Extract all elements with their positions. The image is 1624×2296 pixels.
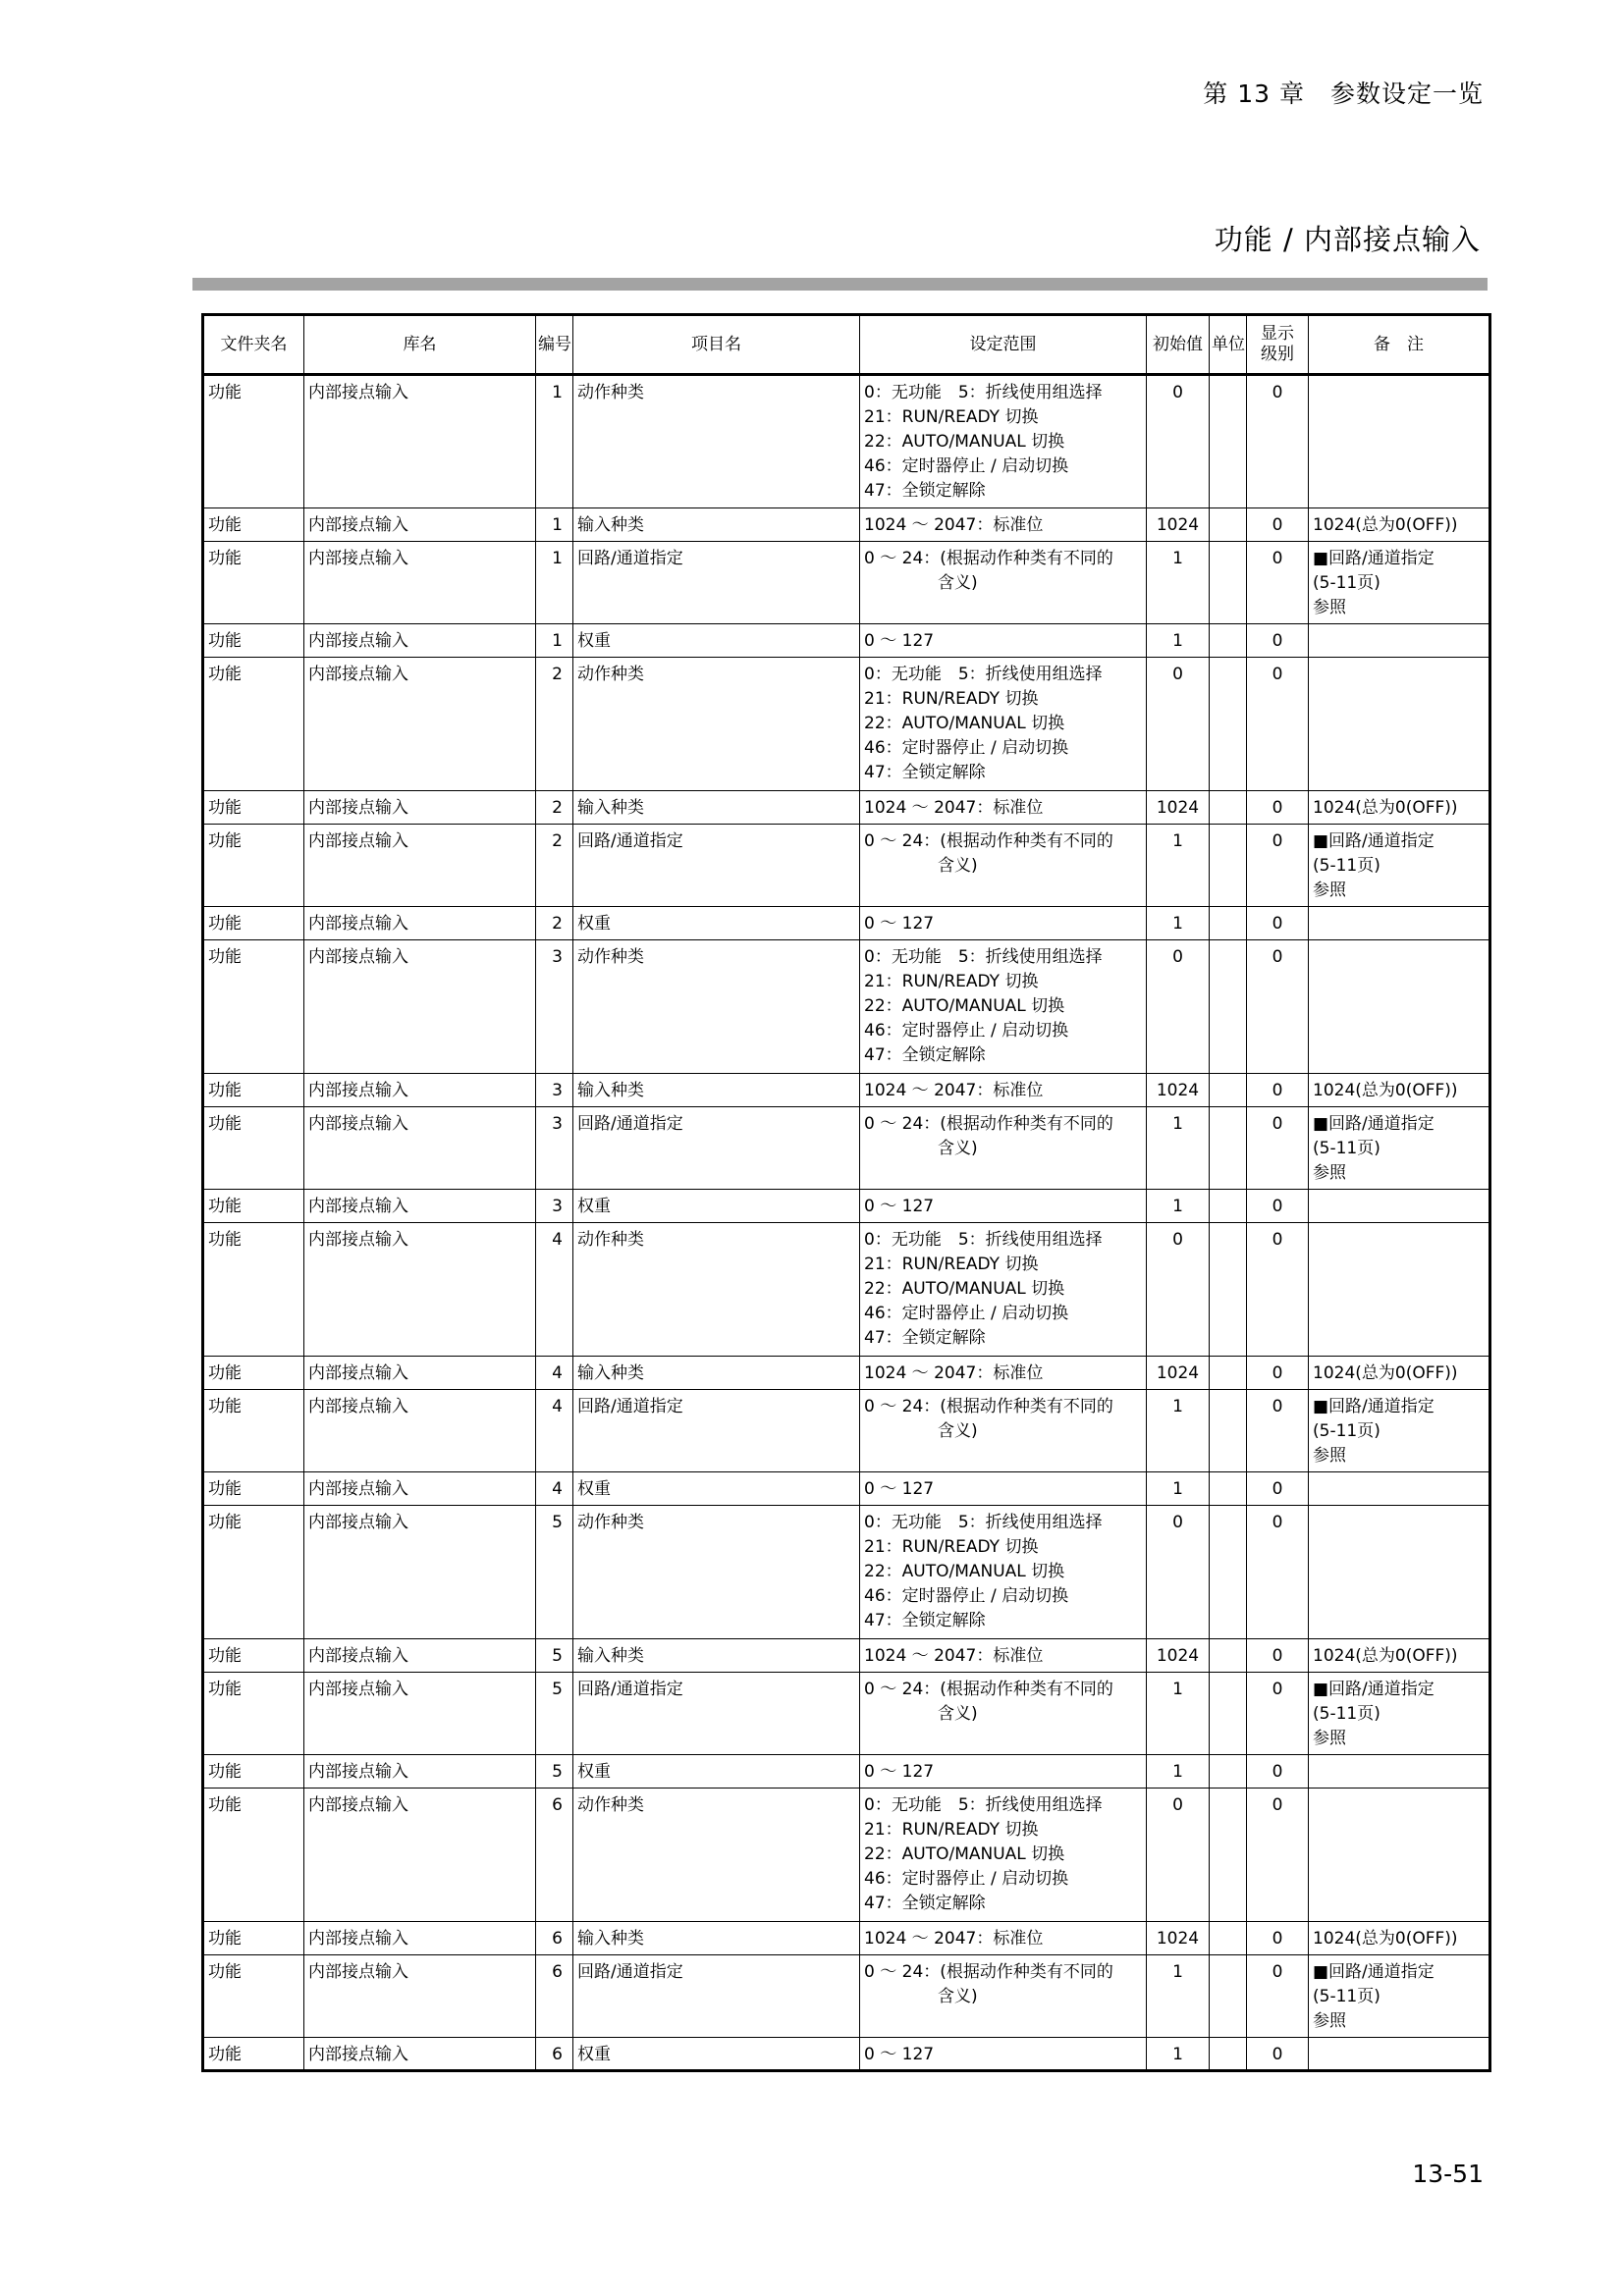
cell-folder: 功能 [203, 508, 304, 542]
cell-folder: 功能 [203, 1506, 304, 1639]
table-row [203, 1673, 1490, 1755]
table-row [203, 940, 1490, 1074]
table-row [203, 658, 1490, 791]
cell-range: 0 ～ 127 [860, 1472, 1147, 1506]
table-row [203, 1190, 1490, 1223]
col-header-range: 设定范围 [860, 315, 1147, 375]
cell-initial: 1 [1147, 2038, 1210, 2071]
cell-level: 0 [1247, 940, 1309, 1074]
cell-level: 0 [1247, 658, 1309, 791]
cell-number: 3 [536, 940, 573, 1074]
cell-level: 0 [1247, 508, 1309, 542]
cell-range: 1024 ～ 2047：标准位 [860, 1357, 1147, 1390]
cell-number: 3 [536, 1107, 573, 1190]
cell-range: 0 ～ 127 [860, 624, 1147, 658]
cell-initial: 1024 [1147, 1357, 1210, 1390]
cell-level: 0 [1247, 1190, 1309, 1223]
cell-range: 0：无功能 5：折线使用组选择 21：RUN/READY 切换 22：AUTO/MANUAL 切换 46：定时器停止 / 启动切换 47：全锁定解除 [860, 658, 1147, 791]
table-row [203, 1789, 1490, 1922]
cell-folder: 功能 [203, 1955, 304, 2038]
cell-note [1309, 1190, 1490, 1223]
cell-number: 5 [536, 1506, 573, 1639]
cell-number: 5 [536, 1639, 573, 1673]
cell-library: 内部接点输入 [304, 1357, 536, 1390]
cell-number: 1 [536, 542, 573, 624]
cell-library: 内部接点输入 [304, 1506, 536, 1639]
cell-unit [1210, 791, 1247, 825]
range-line: 0 ～ 24：(根据动作种类有不同的 [864, 1962, 1113, 1982]
cell-note [1309, 2038, 1490, 2071]
cell-number: 1 [536, 375, 573, 508]
cell-number: 6 [536, 1955, 573, 2038]
range-line: 含义) [938, 856, 978, 876]
cell-unit [1210, 940, 1247, 1074]
cell-level: 0 [1247, 1223, 1309, 1357]
cell-range: 1024 ～ 2047：标准位 [860, 1074, 1147, 1107]
cell-initial: 1 [1147, 542, 1210, 624]
table-row [203, 1074, 1490, 1107]
cell-note [1309, 375, 1490, 508]
cell-level: 0 [1247, 1955, 1309, 2038]
cell-initial: 0 [1147, 658, 1210, 791]
cell-unit [1210, 1357, 1247, 1390]
col-header-folder: 文件夹名 [203, 315, 304, 375]
cell-item: 动作种类 [573, 658, 860, 791]
cell-library: 内部接点输入 [304, 1639, 536, 1673]
cell-library: 内部接点输入 [304, 1673, 536, 1755]
cell-range: 0：无功能 5：折线使用组选择 21：RUN/READY 切换 22：AUTO/MANUAL 切换 46：定时器停止 / 启动切换 47：全锁定解除 [860, 375, 1147, 508]
cell-range: 0：无功能 5：折线使用组选择 21：RUN/READY 切换 22：AUTO/MANUAL 切换 46：定时器停止 / 启动切换 47：全锁定解除 [860, 1789, 1147, 1922]
cell-library: 内部接点输入 [304, 1190, 536, 1223]
cell-level: 0 [1247, 1390, 1309, 1472]
cell-level: 0 [1247, 375, 1309, 508]
table-row [203, 508, 1490, 542]
cell-initial: 1 [1147, 907, 1210, 940]
cell-note [1309, 1506, 1490, 1639]
cell-range [860, 542, 1147, 624]
table-row [203, 1223, 1490, 1357]
cell-number: 3 [536, 1190, 573, 1223]
table-row [203, 825, 1490, 907]
cell-initial: 0 [1147, 1223, 1210, 1357]
cell-item: 回路/通道指定 [573, 1390, 860, 1472]
page-number: 13-51 [1412, 2160, 1484, 2188]
cell-unit [1210, 1922, 1247, 1955]
cell-unit [1210, 542, 1247, 624]
cell-range: 0 ～ 127 [860, 907, 1147, 940]
range-line: 0 ～ 24：(根据动作种类有不同的 [864, 1397, 1113, 1416]
cell-level: 0 [1247, 1107, 1309, 1190]
cell-library: 内部接点输入 [304, 624, 536, 658]
cell-note [1309, 940, 1490, 1074]
cell-number: 1 [536, 624, 573, 658]
cell-unit [1210, 1190, 1247, 1223]
cell-number: 5 [536, 1673, 573, 1755]
cell-library: 内部接点输入 [304, 907, 536, 940]
cell-number: 1 [536, 508, 573, 542]
cell-folder: 功能 [203, 825, 304, 907]
cell-item: 回路/通道指定 [573, 542, 860, 624]
cell-level: 0 [1247, 1357, 1309, 1390]
cell-library: 内部接点输入 [304, 1472, 536, 1506]
cell-item: 回路/通道指定 [573, 1955, 860, 2038]
cell-library: 内部接点输入 [304, 658, 536, 791]
cell-note [1309, 1755, 1490, 1789]
cell-note [1309, 1472, 1490, 1506]
cell-note: ■回路/通道指定 (5-11页) 参照 [1309, 825, 1490, 907]
cell-unit [1210, 1673, 1247, 1755]
cell-level: 0 [1247, 1639, 1309, 1673]
cell-folder: 功能 [203, 791, 304, 825]
cell-initial: 1024 [1147, 1074, 1210, 1107]
table-row [203, 907, 1490, 940]
cell-range [860, 1107, 1147, 1190]
cell-folder: 功能 [203, 1922, 304, 1955]
col-header-number: 编号 [536, 315, 573, 375]
cell-note: ■回路/通道指定 (5-11页) 参照 [1309, 1107, 1490, 1190]
cell-unit [1210, 1223, 1247, 1357]
cell-initial: 1024 [1147, 508, 1210, 542]
cell-range: 1024 ～ 2047：标准位 [860, 1639, 1147, 1673]
cell-range: 0：无功能 5：折线使用组选择 21：RUN/READY 切换 22：AUTO/MANUAL 切换 46：定时器停止 / 启动切换 47：全锁定解除 [860, 940, 1147, 1074]
cell-unit [1210, 508, 1247, 542]
cell-note: ■回路/通道指定 (5-11页) 参照 [1309, 542, 1490, 624]
cell-item: 动作种类 [573, 1223, 860, 1357]
cell-item: 动作种类 [573, 1506, 860, 1639]
cell-folder: 功能 [203, 1673, 304, 1755]
cell-number: 3 [536, 1074, 573, 1107]
cell-item: 权重 [573, 1190, 860, 1223]
cell-initial: 1 [1147, 1472, 1210, 1506]
table-row [203, 1922, 1490, 1955]
cell-item: 回路/通道指定 [573, 825, 860, 907]
cell-unit [1210, 2038, 1247, 2071]
range-line: 0 ～ 24：(根据动作种类有不同的 [864, 831, 1113, 851]
cell-note: 1024(总为0(OFF)) [1309, 1357, 1490, 1390]
cell-library: 内部接点输入 [304, 1955, 536, 2038]
cell-initial: 1 [1147, 1955, 1210, 2038]
cell-note: 1024(总为0(OFF)) [1309, 508, 1490, 542]
table-row [203, 1107, 1490, 1190]
cell-unit [1210, 1789, 1247, 1922]
range-line: 含义) [938, 1139, 978, 1158]
cell-library: 内部接点输入 [304, 2038, 536, 2071]
cell-level: 0 [1247, 624, 1309, 658]
cell-level: 0 [1247, 1472, 1309, 1506]
cell-initial: 1024 [1147, 1922, 1210, 1955]
cell-folder: 功能 [203, 1107, 304, 1190]
cell-item: 权重 [573, 1755, 860, 1789]
table-row [203, 1955, 1490, 2038]
cell-unit [1210, 1506, 1247, 1639]
cell-initial: 0 [1147, 375, 1210, 508]
cell-range: 1024 ～ 2047：标准位 [860, 791, 1147, 825]
cell-folder: 功能 [203, 907, 304, 940]
cell-initial: 0 [1147, 1789, 1210, 1922]
cell-note [1309, 907, 1490, 940]
cell-library: 内部接点输入 [304, 1755, 536, 1789]
cell-number: 2 [536, 658, 573, 791]
table-row [203, 791, 1490, 825]
section-title: 功能 / 内部接点输入 [1214, 223, 1481, 256]
table-row [203, 542, 1490, 624]
cell-level: 0 [1247, 1506, 1309, 1639]
cell-unit [1210, 624, 1247, 658]
cell-note [1309, 624, 1490, 658]
cell-level: 0 [1247, 825, 1309, 907]
cell-number: 4 [536, 1357, 573, 1390]
cell-number: 2 [536, 907, 573, 940]
cell-initial: 1 [1147, 1673, 1210, 1755]
cell-note: 1024(总为0(OFF)) [1309, 1922, 1490, 1955]
cell-level: 0 [1247, 1755, 1309, 1789]
cell-level: 0 [1247, 791, 1309, 825]
cell-initial: 0 [1147, 940, 1210, 1074]
cell-level: 0 [1247, 542, 1309, 624]
cell-level: 0 [1247, 1074, 1309, 1107]
range-line: 含义) [938, 1704, 978, 1724]
cell-library: 内部接点输入 [304, 542, 536, 624]
table-row [203, 1472, 1490, 1506]
cell-initial: 1 [1147, 1107, 1210, 1190]
table-row [203, 1506, 1490, 1639]
cell-library: 内部接点输入 [304, 508, 536, 542]
cell-initial: 1 [1147, 825, 1210, 907]
range-line: 0 ～ 24：(根据动作种类有不同的 [864, 1680, 1113, 1699]
cell-number: 2 [536, 825, 573, 907]
cell-folder: 功能 [203, 1789, 304, 1922]
cell-folder: 功能 [203, 1472, 304, 1506]
table-row [203, 624, 1490, 658]
table-row [203, 1357, 1490, 1390]
cell-range: 1024 ～ 2047：标准位 [860, 1922, 1147, 1955]
section-divider [192, 278, 1488, 291]
cell-item: 回路/通道指定 [573, 1107, 860, 1190]
cell-range [860, 1955, 1147, 2038]
cell-unit [1210, 658, 1247, 791]
cell-level: 0 [1247, 2038, 1309, 2071]
cell-number: 5 [536, 1755, 573, 1789]
cell-level: 0 [1247, 1673, 1309, 1755]
cell-item: 输入种类 [573, 1074, 860, 1107]
cell-note: 1024(总为0(OFF)) [1309, 791, 1490, 825]
table-header-row [203, 315, 1490, 375]
cell-initial: 1 [1147, 1755, 1210, 1789]
cell-initial: 1 [1147, 624, 1210, 658]
cell-folder: 功能 [203, 1074, 304, 1107]
cell-library: 内部接点输入 [304, 1107, 536, 1190]
cell-library: 内部接点输入 [304, 791, 536, 825]
col-header-library: 库名 [304, 315, 536, 375]
cell-item: 输入种类 [573, 791, 860, 825]
cell-note: ■回路/通道指定 (5-11页) 参照 [1309, 1390, 1490, 1472]
table-row [203, 375, 1490, 508]
cell-note: ■回路/通道指定 (5-11页) 参照 [1309, 1673, 1490, 1755]
cell-range: 0：无功能 5：折线使用组选择 21：RUN/READY 切换 22：AUTO/MANUAL 切换 46：定时器停止 / 启动切换 47：全锁定解除 [860, 1506, 1147, 1639]
cell-unit [1210, 907, 1247, 940]
cell-item: 权重 [573, 1472, 860, 1506]
cell-item: 输入种类 [573, 508, 860, 542]
cell-number: 2 [536, 791, 573, 825]
table-row [203, 2038, 1490, 2071]
cell-number: 6 [536, 1789, 573, 1922]
cell-number: 4 [536, 1472, 573, 1506]
cell-initial: 0 [1147, 1506, 1210, 1639]
cell-item: 权重 [573, 907, 860, 940]
col-header-unit: 单位 [1210, 315, 1247, 375]
cell-folder: 功能 [203, 375, 304, 508]
cell-library: 内部接点输入 [304, 1390, 536, 1472]
cell-initial: 1024 [1147, 791, 1210, 825]
table-row [203, 1755, 1490, 1789]
cell-folder: 功能 [203, 940, 304, 1074]
cell-number: 4 [536, 1390, 573, 1472]
cell-unit [1210, 1755, 1247, 1789]
cell-initial: 1024 [1147, 1639, 1210, 1673]
cell-initial: 1 [1147, 1190, 1210, 1223]
cell-item: 权重 [573, 2038, 860, 2071]
cell-library: 内部接点输入 [304, 1922, 536, 1955]
chapter-title: 第 13 章 参数设定一览 [1203, 80, 1484, 108]
cell-folder: 功能 [203, 2038, 304, 2071]
cell-item: 动作种类 [573, 1789, 860, 1922]
cell-item: 动作种类 [573, 375, 860, 508]
cell-note: 1024(总为0(OFF)) [1309, 1074, 1490, 1107]
cell-folder: 功能 [203, 624, 304, 658]
cell-folder: 功能 [203, 1223, 304, 1357]
cell-item: 回路/通道指定 [573, 1673, 860, 1755]
cell-range: 1024 ～ 2047：标准位 [860, 508, 1147, 542]
cell-note: ■回路/通道指定 (5-11页) 参照 [1309, 1955, 1490, 2038]
cell-note [1309, 1789, 1490, 1922]
cell-unit [1210, 1472, 1247, 1506]
col-header-item: 项目名 [573, 315, 860, 375]
cell-library: 内部接点输入 [304, 940, 536, 1074]
cell-item: 输入种类 [573, 1922, 860, 1955]
cell-folder: 功能 [203, 1357, 304, 1390]
range-line: 0 ～ 24：(根据动作种类有不同的 [864, 549, 1113, 568]
parameter-table [201, 313, 1491, 2072]
range-line: 含义) [938, 1421, 978, 1441]
cell-library: 内部接点输入 [304, 1074, 536, 1107]
cell-library: 内部接点输入 [304, 375, 536, 508]
cell-unit [1210, 1390, 1247, 1472]
cell-unit [1210, 1074, 1247, 1107]
cell-item: 输入种类 [573, 1357, 860, 1390]
cell-range: 0：无功能 5：折线使用组选择 21：RUN/READY 切换 22：AUTO/MANUAL 切换 46：定时器停止 / 启动切换 47：全锁定解除 [860, 1223, 1147, 1357]
cell-folder: 功能 [203, 1639, 304, 1673]
cell-library: 内部接点输入 [304, 1789, 536, 1922]
cell-note [1309, 658, 1490, 791]
cell-library: 内部接点输入 [304, 825, 536, 907]
cell-number: 6 [536, 2038, 573, 2071]
cell-folder: 功能 [203, 1390, 304, 1472]
cell-range [860, 1390, 1147, 1472]
cell-note [1309, 1223, 1490, 1357]
cell-level: 0 [1247, 1789, 1309, 1922]
cell-item: 权重 [573, 624, 860, 658]
cell-folder: 功能 [203, 1755, 304, 1789]
cell-range: 0 ～ 127 [860, 1190, 1147, 1223]
cell-unit [1210, 1639, 1247, 1673]
range-line: 0 ～ 24：(根据动作种类有不同的 [864, 1114, 1113, 1134]
table-row [203, 1390, 1490, 1472]
cell-folder: 功能 [203, 658, 304, 791]
cell-number: 4 [536, 1223, 573, 1357]
cell-range: 0 ～ 127 [860, 1755, 1147, 1789]
cell-unit [1210, 375, 1247, 508]
cell-number: 6 [536, 1922, 573, 1955]
col-header-note: 备 注 [1309, 315, 1490, 375]
cell-item: 动作种类 [573, 940, 860, 1074]
cell-folder: 功能 [203, 542, 304, 624]
cell-initial: 1 [1147, 1390, 1210, 1472]
cell-unit [1210, 1107, 1247, 1190]
col-header-level: 显示 级别 [1247, 315, 1309, 375]
cell-range: 0 ～ 127 [860, 2038, 1147, 2071]
table-row [203, 1639, 1490, 1673]
range-line: 含义) [938, 573, 978, 593]
cell-range [860, 825, 1147, 907]
col-header-initial: 初始值 [1147, 315, 1210, 375]
cell-library: 内部接点输入 [304, 1223, 536, 1357]
cell-unit [1210, 1955, 1247, 2038]
cell-note: 1024(总为0(OFF)) [1309, 1639, 1490, 1673]
cell-folder: 功能 [203, 1190, 304, 1223]
cell-level: 0 [1247, 1922, 1309, 1955]
cell-level: 0 [1247, 907, 1309, 940]
range-line: 含义) [938, 1987, 978, 2006]
cell-item: 输入种类 [573, 1639, 860, 1673]
cell-range [860, 1673, 1147, 1755]
cell-unit [1210, 825, 1247, 907]
